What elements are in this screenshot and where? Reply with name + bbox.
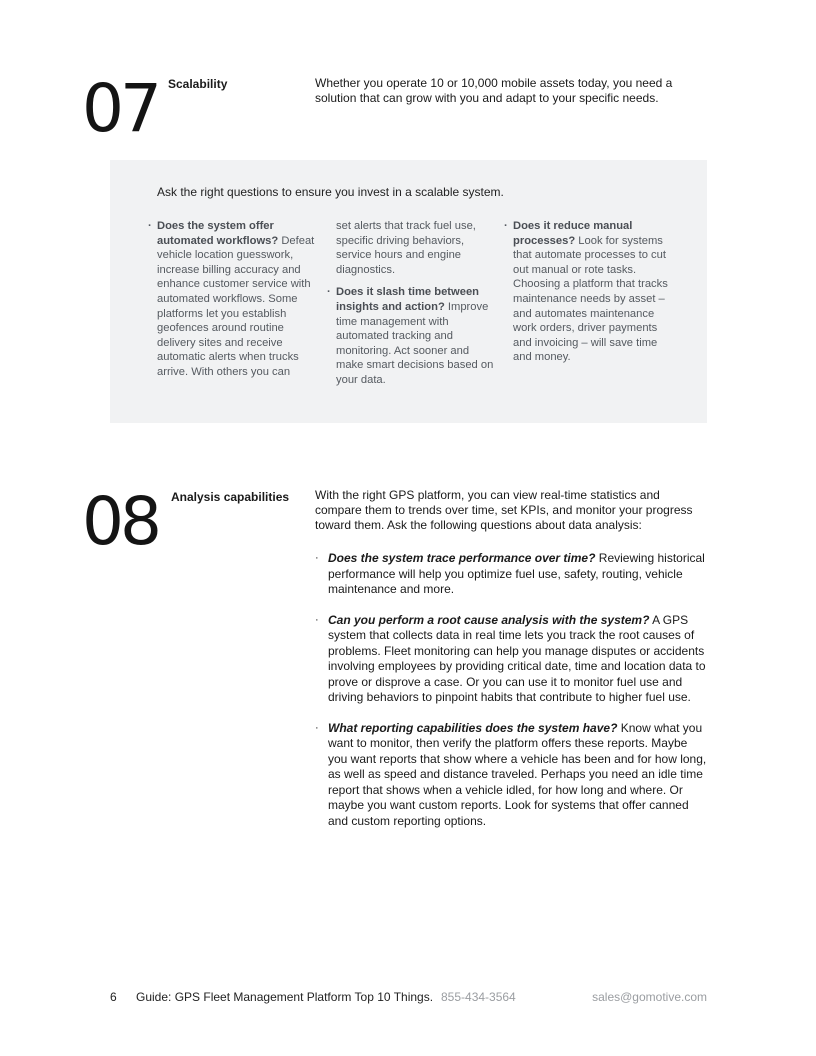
answer: Know what you want to monitor, then verify the platform offers these reports. Maybe you want reports that show where a vehicle has been and for how long, as well as speed and distance traveled. Perhaps you need an idle time report that shows when a vehicle idled, for how long and where. Or maybe you want custom reports. Look for systems that offer canned and custom reporting options. — [328, 720, 707, 828]
bullet: · — [504, 220, 508, 232]
section-title-analysis: Analysis capabilities — [171, 490, 290, 504]
panel-heading: Ask the right questions to ensure you invest in a scalable system. — [157, 185, 504, 199]
question: Can you perform a root cause analysis with the system? — [328, 612, 650, 627]
footer-phone: 855-434-3564 — [441, 990, 516, 1004]
answer-insights-action: Improve time management with automated tracking and monitoring. Act sooner and make smart decisions based on your data. — [336, 300, 494, 386]
scalability-questions-panel — [110, 160, 707, 423]
list-item — [315, 551, 708, 598]
page-number: 6 — [110, 990, 117, 1004]
section-title-scalability: Scalability — [168, 77, 228, 91]
list-item — [315, 720, 708, 830]
answer-manual-processes: Look for systems that automate processes to cut out manual or rote tasks. Choosing a platform that tracks maintenance needs by asset – and automates maintenance work orders, driver payments and invoicing – will save time and money. — [513, 234, 668, 364]
footer-guide-title: Guide: GPS Fleet Management Platform Top 10 Things. — [136, 990, 434, 1004]
question: Does the system trace performance over time? — [328, 551, 596, 565]
list-item — [315, 612, 708, 706]
section-intro-scalability: Whether you operate 10 or 10,000 mobile assets today, you need a solution that can grow with you and adapt to your specific needs. — [315, 76, 673, 105]
footer-email: sales@gomotive.com — [592, 990, 707, 1004]
bullet: · — [148, 220, 152, 232]
section-intro-analysis: With the right GPS platform, you can view real-time statistics and compare them to trends over time, set KPIs, and monitor your progress toward them. Ask the following questions about data analysis: — [315, 488, 693, 532]
analysis-questions-list — [315, 551, 708, 829]
answer: A GPS system that collects data in real time lets you track the root causes of problems. Fleet monitoring can help you manage disputes or accidents involving employees by providing critical date, time and location data to prove or disprove a case. Or you can use it to monitor fuel use and driving behaviors to pinpoint habits that contribute to higher fuel use. — [328, 612, 706, 704]
bullet: · — [315, 613, 319, 626]
panel-column-3 — [504, 219, 673, 365]
question: What reporting capabilities does the system have? — [328, 720, 618, 735]
panel-column-1 — [148, 219, 317, 380]
answer: Reviewing historical performance will help you optimize fuel use, safety, routing, vehicle maintenance and more. — [328, 551, 705, 596]
section-number-07: 07 — [82, 70, 158, 147]
panel-column-2 — [327, 219, 494, 388]
question-insights-action: Does it slash time between insights and action? — [336, 286, 479, 313]
bullet: · — [327, 286, 331, 299]
bullet: · — [315, 552, 319, 564]
question-automated-workflows: Does the system offer automated workflows? — [157, 220, 279, 247]
answer-automated-workflows: Defeat vehicle location guesswork, increase billing accuracy and enhance customer service with automated workflows. Some platforms let you establish geofences around routine delivery sites and receive automatic alerts when trucks arrive. With others you can — [157, 234, 315, 378]
answer-continued: set alerts that track fuel use, specific driving behaviors, service hours and engine diagnostics. — [336, 220, 476, 276]
section-number-08: 08 — [82, 483, 158, 560]
bullet: · — [315, 721, 319, 734]
question-manual-processes: Does it reduce manual processes? — [513, 220, 633, 247]
